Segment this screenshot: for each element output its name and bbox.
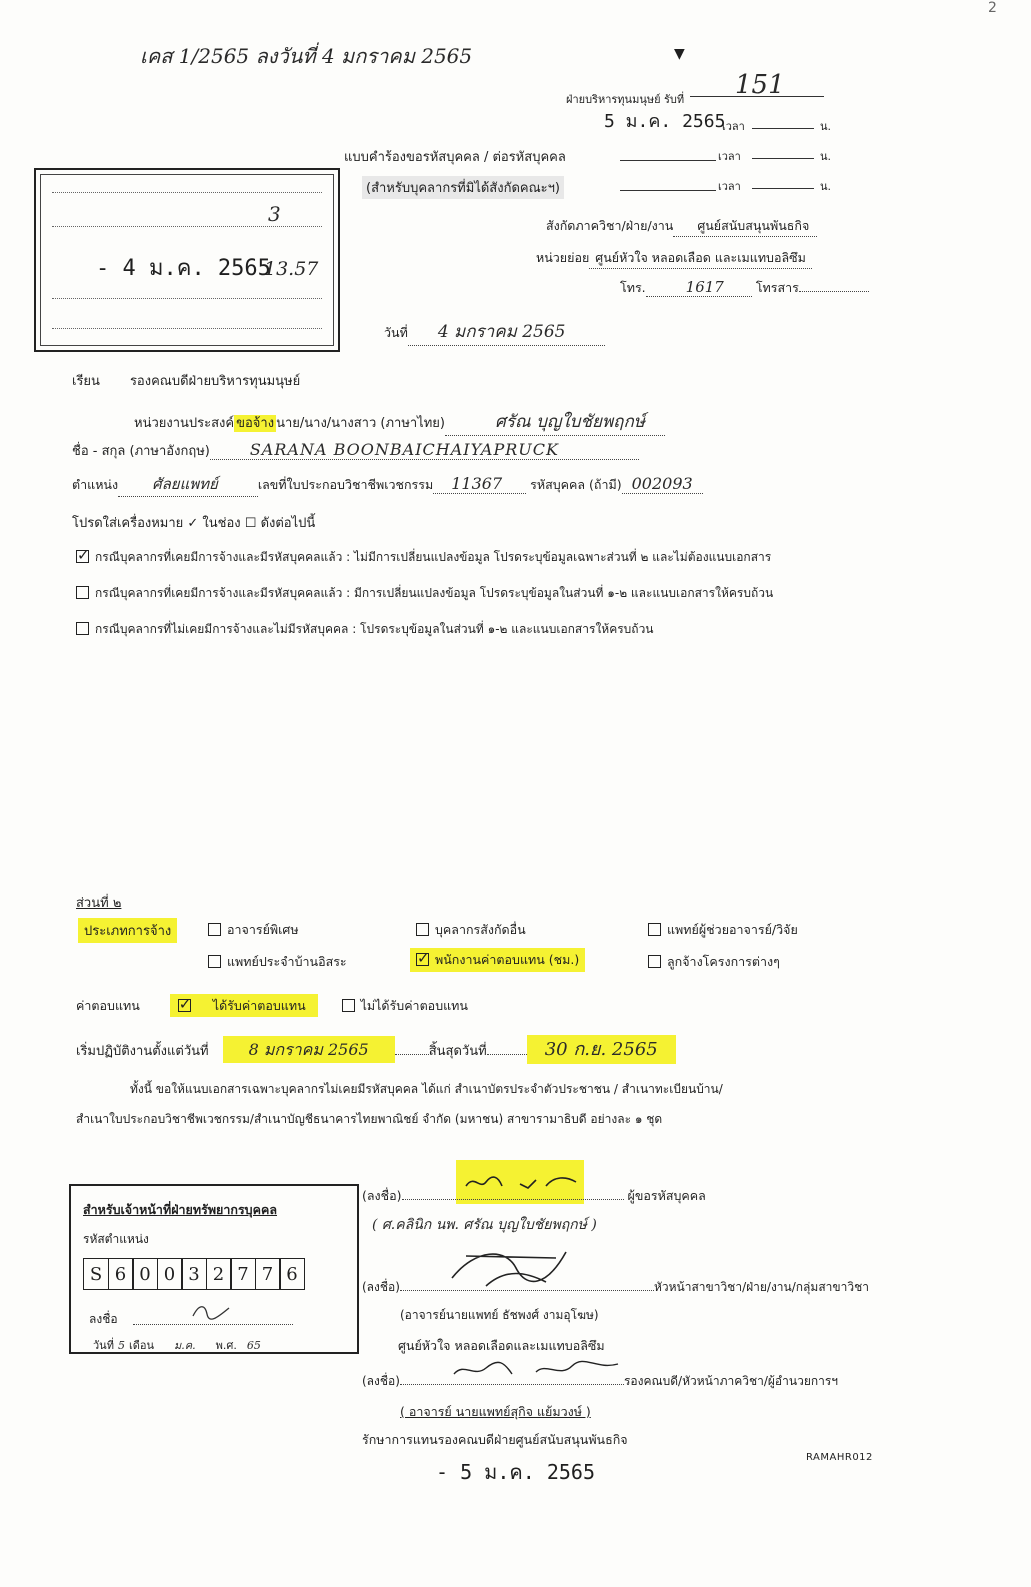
time-label-2: เวลา bbox=[718, 150, 741, 163]
type-4-label: แพทย์ประจำบ้านอิสระ bbox=[227, 954, 347, 969]
code-cell: 0 bbox=[157, 1258, 183, 1290]
pay-no-label: ไม่ได้รับค่าตอบแทน bbox=[360, 998, 468, 1013]
stamp-line-3 bbox=[52, 298, 322, 299]
pay-row bbox=[76, 996, 468, 1016]
type-1-checkbox[interactable] bbox=[208, 923, 221, 936]
officer-date-label: วันที่ bbox=[93, 1339, 114, 1352]
form-title: แบบคำร้องขอรหัสบุคคล / ต่อรหัสบุคคล bbox=[344, 150, 566, 165]
type-5-checkbox[interactable] bbox=[416, 953, 429, 966]
type-2 bbox=[416, 920, 526, 940]
officer-date-year: 65 bbox=[246, 1339, 261, 1352]
note-line-1: ทั้งนี้ ขอให้แนบเอกสารเฉพาะบุคลากรไม่เคยมีรหัสบุคคล ได้แก่ สำเนาบัตรประจำตัวประชาชน / สำเนาทะเบียนบ้าน/ bbox=[130, 1082, 723, 1096]
fax-label: โทรสาร bbox=[755, 280, 799, 295]
stamp-number: 3 bbox=[268, 202, 281, 226]
position-value: ศัลยแพทย์ bbox=[118, 472, 258, 497]
time-label-1: เวลา bbox=[722, 120, 745, 133]
date-row bbox=[384, 318, 605, 346]
stamp-line-1 bbox=[52, 192, 322, 193]
time-unit-3: น. bbox=[820, 180, 832, 193]
final-date-stamp: - 5 ม.ค. 2565 bbox=[436, 1460, 596, 1484]
intent-suffix: นาย/นาง/นางสาว (ภาษาไทย) bbox=[276, 416, 445, 431]
unit-value: ศูนย์หัวใจ หลอดเลือด และเมแทบอลิซึม bbox=[589, 248, 812, 269]
title-line bbox=[620, 160, 716, 161]
sig1-row bbox=[362, 1186, 706, 1206]
type-1-label: อาจารย์พิเศษ bbox=[227, 922, 299, 937]
sig1-name: ( ศ.คลินิก นพ. ศรัณ บุญใบชัยพฤกษ์ ) bbox=[372, 1217, 597, 1233]
date-value: 4 มกราคม 2565 bbox=[408, 318, 606, 346]
type-6-checkbox[interactable] bbox=[648, 955, 661, 968]
officer-date-row bbox=[93, 1336, 261, 1354]
employment-type-label: ประเภทการจ้าง bbox=[78, 918, 177, 943]
type-5 bbox=[410, 948, 585, 972]
person-id-label: รหัสบุคคล (ถ้ามี) bbox=[530, 477, 622, 492]
stamp-date: - 4 ม.ค. 2565 bbox=[96, 256, 271, 281]
time-label-3: เวลา bbox=[718, 180, 741, 193]
type-6 bbox=[648, 952, 780, 972]
officer-sign-line bbox=[133, 1324, 293, 1325]
to-row bbox=[72, 370, 300, 391]
sig3-row bbox=[362, 1372, 838, 1391]
code-cell: 6 bbox=[108, 1258, 134, 1290]
code-cell: 7 bbox=[230, 1258, 256, 1290]
dept-value: ศูนย์สนับสนุนพันธกิจ bbox=[673, 216, 817, 237]
code-cell: 7 bbox=[255, 1258, 281, 1290]
officer-signature-scribble bbox=[191, 1300, 231, 1322]
sig3-label: (ลงชื่อ) bbox=[362, 1374, 400, 1388]
code-cell: 0 bbox=[132, 1258, 158, 1290]
pay-no-option bbox=[342, 998, 468, 1013]
start-date: 8 มกราคม 2565 bbox=[223, 1036, 395, 1063]
stamp-line-4 bbox=[52, 328, 322, 329]
end-label: สิ้นสุดวันที่ bbox=[428, 1044, 487, 1059]
time-line-1 bbox=[752, 128, 814, 129]
note-line-2: สำเนาใบประกอบวิชาชีพเวชกรรม/สำเนาบัญชีธนาคารไทยพาณิชย์ จำกัด (มหาชน) สาขารามาธิบดี อย่างละ ๑ ชุด bbox=[76, 1112, 663, 1126]
to-label: เรียน bbox=[72, 374, 100, 389]
pay-no-checkbox[interactable] bbox=[342, 999, 355, 1012]
pay-label: ค่าตอบแทน bbox=[76, 998, 140, 1013]
sig3-name: ( อาจารย์ นายแพทย์สุกิจ แย้มวงษ์ ) bbox=[400, 1404, 591, 1419]
unit-row bbox=[536, 248, 812, 269]
corner-mark: 2 bbox=[988, 0, 997, 16]
option-1-text: กรณีบุคลากรที่เคยมีการจ้างและมีรหัสบุคคลแล้ว : ไม่มีการเปลี่ยนแปลงข้อมูล โปรดระบุข้อมูลเฉพาะส่วนที่ ๒ และไม่ต้องแนบเอกสาร bbox=[95, 550, 772, 564]
code-cell: 3 bbox=[181, 1258, 207, 1290]
license-value: 11367 bbox=[433, 474, 526, 494]
code-cell: S bbox=[83, 1258, 109, 1290]
type-2-label: บุคลากรสังกัดอื่น bbox=[435, 922, 526, 937]
intent-prefix: หน่วยงานประสงค์ bbox=[134, 416, 235, 431]
type-4 bbox=[208, 952, 347, 972]
time-unit-2: น. bbox=[820, 150, 832, 163]
officer-month-label: เดือน bbox=[128, 1339, 154, 1352]
type-5-label: พนักงานค่าตอบแทน (ชม.) bbox=[435, 952, 580, 967]
phone-label: โทร. bbox=[620, 280, 646, 295]
period-row bbox=[76, 1034, 676, 1063]
type-2-checkbox[interactable] bbox=[416, 923, 429, 936]
end-date: 30 ก.ย. 2565 bbox=[527, 1035, 676, 1064]
name-thai: ศรัณ บุญใบชัยพฤกษ์ bbox=[445, 408, 665, 436]
sig2-label: (ลงชื่อ) bbox=[362, 1280, 400, 1294]
option-2-checkbox[interactable] bbox=[76, 586, 89, 599]
officer-sign-label: ลงชื่อ bbox=[89, 1312, 118, 1326]
type-4-checkbox[interactable] bbox=[208, 955, 221, 968]
pay-yes-label: ได้รับค่าตอบแทน bbox=[212, 998, 306, 1013]
received-line bbox=[690, 96, 824, 97]
form-code: RAMAHR012 bbox=[806, 1452, 873, 1463]
sig1-role: ผู้ขอรหัสบุคคล bbox=[627, 1188, 706, 1203]
sig2-role: หัวหน้าสาขาวิชา/ฝ่าย/งาน/กลุ่มสาขาวิชา bbox=[653, 1280, 869, 1294]
option-1-checkbox[interactable] bbox=[76, 550, 89, 563]
position-row bbox=[72, 472, 703, 497]
arrow-mark-icon: ▼ bbox=[674, 46, 685, 62]
officer-code-label: รหัสตำแหน่ง bbox=[83, 1232, 149, 1246]
received-date: 5 ม.ค. 2565 bbox=[604, 111, 726, 132]
start-label: เริ่มปฏิบัติงานตั้งแต่วันที่ bbox=[76, 1044, 209, 1059]
sig3-acting: รักษาการแทนรองคณบดีฝ่ายศูนย์สนับสนุนพันธกิจ bbox=[362, 1432, 628, 1447]
name-en-row bbox=[72, 440, 639, 461]
type-3-label: แพทย์ผู้ช่วยอาจารย์/วิจัย bbox=[667, 922, 798, 937]
stamp-time: 13.57 bbox=[264, 258, 319, 280]
option-2-text: กรณีบุคลากรที่เคยมีการจ้างและมีรหัสบุคคลแล้ว : มีการเปลี่ยนแปลงข้อมูล โปรดระบุข้อมูลในส่วนที่ ๑-๒ และแนบเอกสารให้ครบถ้วน bbox=[95, 586, 774, 600]
officer-date-month: ม.ค. bbox=[173, 1339, 196, 1352]
option-3-checkbox[interactable] bbox=[76, 622, 89, 635]
option-row-3 bbox=[76, 620, 654, 639]
name-english: SARANA BOONBAICHAIYAPRUCK bbox=[210, 440, 639, 460]
pay-yes-checkbox[interactable] bbox=[178, 999, 191, 1012]
type-3 bbox=[648, 920, 798, 940]
sig2-row bbox=[362, 1278, 869, 1297]
date-label: วันที่ bbox=[384, 325, 408, 340]
time-line-2 bbox=[752, 158, 814, 159]
receipt-stamp bbox=[34, 168, 340, 352]
stamp-line-2 bbox=[52, 226, 322, 227]
case-note: เคส 1/2565 ลงวันที่ 4 มกราคม 2565 bbox=[140, 44, 473, 68]
to-value: รองคณบดีฝ่ายบริหารทุนมนุษย์ bbox=[129, 374, 301, 389]
unit-label: หน่วยย่อย bbox=[536, 250, 590, 265]
code-cell: 6 bbox=[279, 1258, 305, 1290]
phone-row bbox=[620, 278, 869, 298]
sig3-line bbox=[400, 1384, 624, 1385]
position-label: ตำแหน่ง bbox=[72, 477, 119, 492]
option-3-text: กรณีบุคลากรที่ไม่เคยมีการจ้างและไม่มีรหัสบุคคล : โปรดระบุข้อมูลในส่วนที่ ๑-๒ และแนบเอกสารให้ครบถ้วน bbox=[95, 622, 654, 636]
sig3-role: รองคณบดี/หัวหน้าภาควิชา/ผู้อำนวยการฯ bbox=[623, 1374, 839, 1388]
sig2-line bbox=[400, 1290, 654, 1291]
intent-highlight: ขอจ้าง bbox=[236, 416, 275, 431]
phone-value: 1617 bbox=[646, 278, 752, 297]
position-code-cells bbox=[83, 1258, 304, 1290]
time-unit-1: น. bbox=[820, 120, 832, 133]
officer-year-label: พ.ศ. bbox=[215, 1339, 237, 1352]
received-number: 151 bbox=[735, 70, 785, 100]
person-id-value: 002093 bbox=[622, 474, 703, 494]
fax-value bbox=[799, 291, 869, 292]
start-dots bbox=[395, 1054, 429, 1055]
end-dots bbox=[487, 1054, 527, 1055]
license-label: เลขที่ใบประกอบวิชาชีพเวชกรรม bbox=[257, 477, 434, 492]
subtitle-line bbox=[620, 190, 716, 191]
dept-label: สังกัดภาควิชา/ฝ่าย/งาน bbox=[546, 218, 674, 233]
sig1-label: (ลงชื่อ) bbox=[362, 1188, 402, 1203]
officer-date-day: 5 bbox=[117, 1339, 125, 1352]
sig1-line bbox=[402, 1199, 624, 1200]
option-row-2 bbox=[76, 584, 773, 603]
dept-row bbox=[546, 216, 817, 237]
intent-row bbox=[134, 408, 665, 436]
officer-title: สำหรับเจ้าหน้าที่ฝ่ายทรัพยากรบุคคล bbox=[83, 1202, 278, 1217]
code-cell: 2 bbox=[206, 1258, 232, 1290]
option-row-1 bbox=[76, 548, 771, 567]
time-line-3 bbox=[752, 188, 814, 189]
sig2-org: ศูนย์หัวใจ หลอดเลือดและเมแทบอลิซึม bbox=[398, 1338, 605, 1353]
form-subtitle: (สำหรับบุคลากรที่มิได้สังกัดคณะฯ) bbox=[362, 176, 564, 199]
type-3-checkbox[interactable] bbox=[648, 923, 661, 936]
type-1 bbox=[208, 920, 299, 940]
instruction: โปรดใส่เครื่องหมาย ✓ ในช่อง ☐ ดังต่อไปนี้ bbox=[72, 516, 316, 531]
type-6-label: ลูกจ้างโครงการต่างๆ bbox=[667, 954, 780, 969]
pay-yes-option bbox=[170, 994, 318, 1017]
name-en-label: ชื่อ - สกุล (ภาษาอังกฤษ) bbox=[72, 444, 210, 459]
part2-heading: ส่วนที่ ๒ bbox=[76, 896, 122, 911]
officer-box bbox=[69, 1184, 359, 1354]
received-label: ฝ่ายบริหารทุนมนุษย์ รับที่ bbox=[566, 93, 685, 106]
sig2-name: (อาจารย์นายแพทย์ ธัชพงศ์ งามอุโฆษ) bbox=[400, 1308, 599, 1322]
